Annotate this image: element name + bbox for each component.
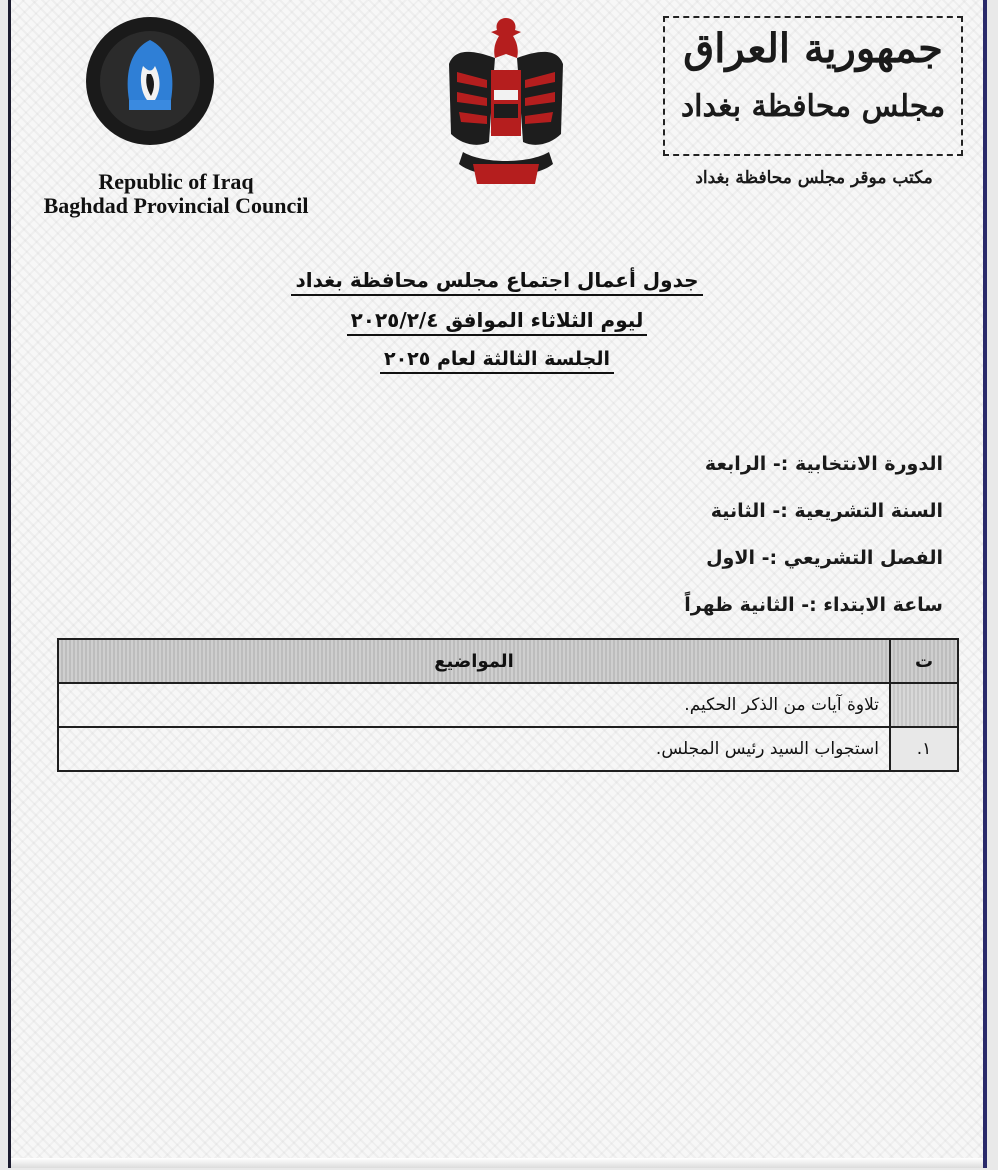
meeting-date: ليوم الثلاثاء الموافق ٢٠٢٥/٢/٤ xyxy=(347,308,648,336)
start-time: ساعة الابتداء :- الثانية ظهراً xyxy=(684,594,943,616)
legislative-term: الفصل التشريعي :- الاول xyxy=(706,547,943,569)
row-number xyxy=(890,683,958,727)
document-titles xyxy=(11,268,983,386)
stamp-subtitle: مكتب موقر مجلس محافظة بغداد xyxy=(695,168,933,188)
table-row xyxy=(58,727,958,771)
row-topic: استجواب السيد رئيس المجلس. xyxy=(58,727,890,771)
document-title: جدول أعمال اجتماع مجلس محافظة بغداد xyxy=(291,268,702,296)
column-header-topics: المواضيع xyxy=(58,639,890,683)
stamp-line-council: مجلس محافظة بغداد xyxy=(680,89,946,124)
council-logo xyxy=(85,16,215,146)
document-page xyxy=(8,0,987,1168)
row-topic: تلاوة آيات من الذكر الحكيم. xyxy=(58,683,890,727)
session-number: الجلسة الثالثة لعام ٢٠٢٥ xyxy=(380,348,614,374)
legislative-year: السنة التشريعية :- الثانية xyxy=(710,500,943,522)
agenda-table xyxy=(57,638,959,772)
stamp-line-republic: جمهورية العراق xyxy=(683,25,943,72)
table-row xyxy=(58,683,958,727)
page-bottom-edge xyxy=(11,1158,983,1168)
iraq-eagle-emblem xyxy=(443,14,569,190)
row-number: ١. xyxy=(890,727,958,771)
session-info xyxy=(684,448,943,636)
electoral-cycle: الدورة الانتخابية :- الرابعة xyxy=(704,453,943,475)
english-council-name xyxy=(41,170,311,218)
english-name-line2: Baghdad Provincial Council xyxy=(43,193,309,218)
column-header-number: ت xyxy=(890,639,958,683)
calligraphy-stamp xyxy=(663,16,963,156)
agenda-header-row xyxy=(58,639,958,683)
english-name-line1: Republic of Iraq xyxy=(98,169,254,194)
